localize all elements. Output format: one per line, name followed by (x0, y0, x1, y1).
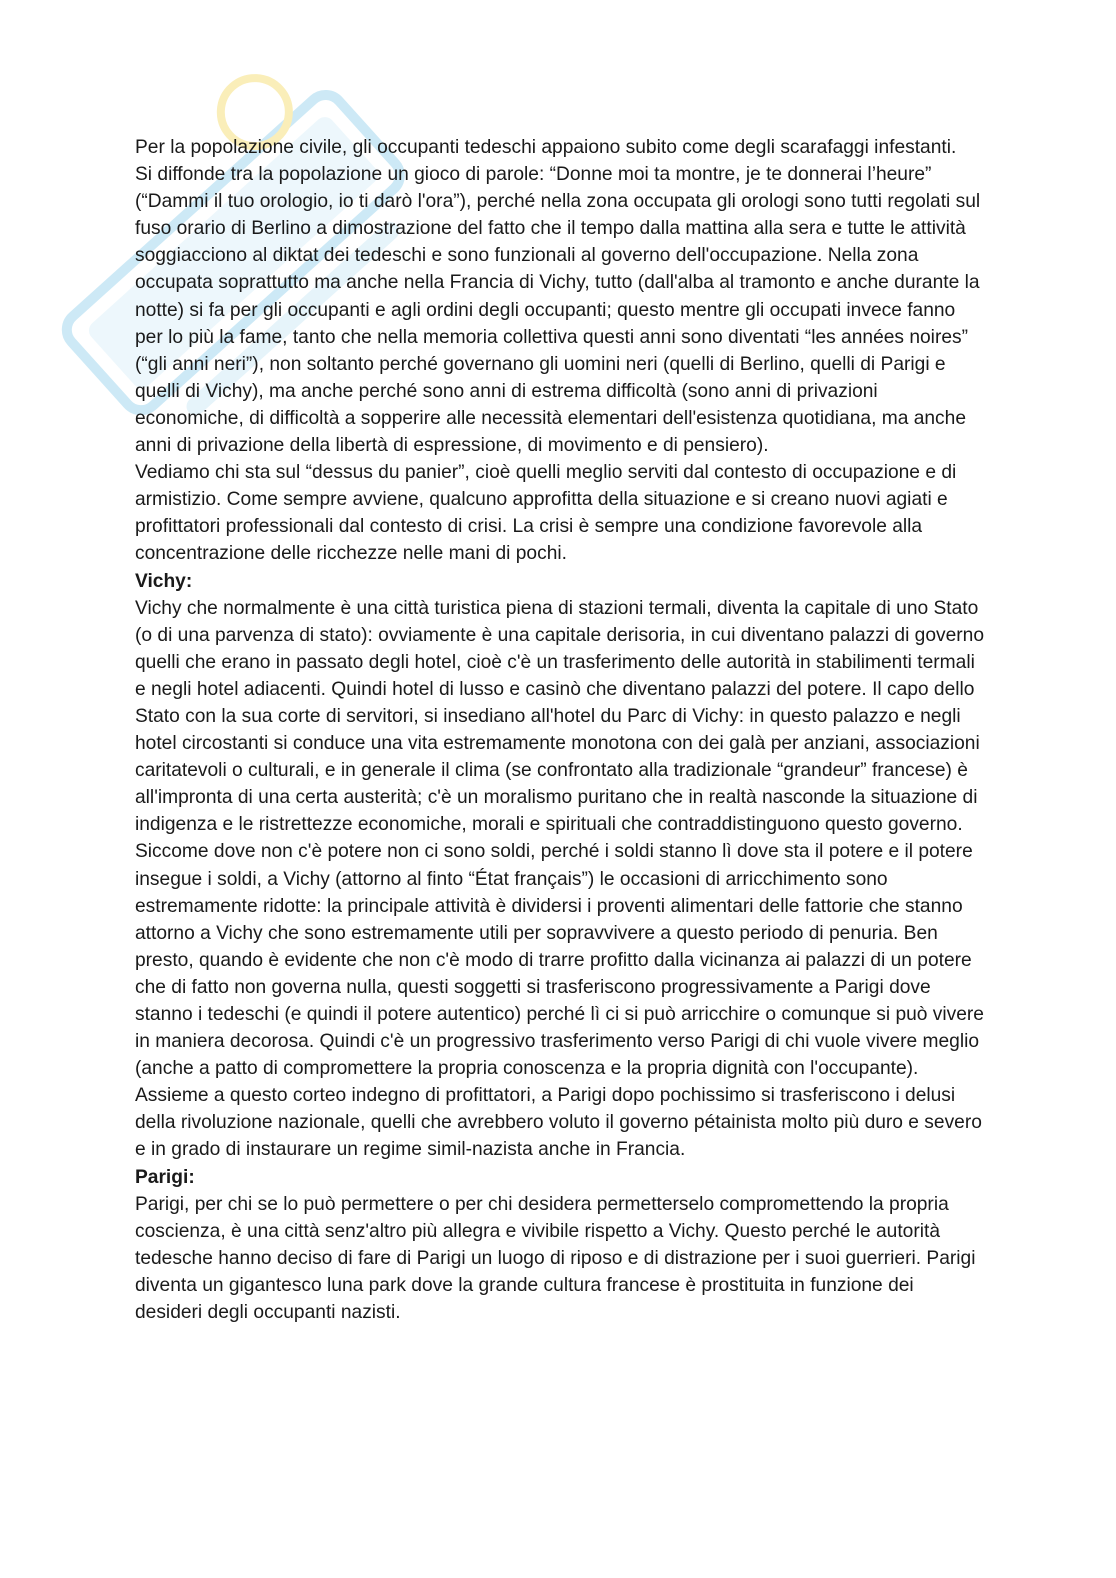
paragraph-parigi: Parigi, per chi se lo può permettere o per chi desidera permetterselo compromettendo la propria coscienza, è una città senz'altro più allegra e vivibile rispetto a Vichy. Questo perché le autorità tedesche hanno deciso di fare di Parigi un luogo di riposo e di distrazione per i suoi guerrieri. Parigi diventa un gigantesco luna park dove la grande cultura francese è prostituita in funzione dei desideri degli occupanti nazisti. (135, 1193, 976, 1324)
paragraph-dessus-du-panier: Vediamo chi sta sul “dessus du panier”, cioè quelli meglio serviti dal contesto di occupazione e di armistizio. Come sempre avviene, qualcuno approfitta della situazione e si creano nuovi agiati e profittatori professionali dal contesto di crisi. La crisi è sempre una condizione favorevole alla concentrazione delle ricchezze nelle mani di pochi. (135, 462, 957, 565)
heading-parigi: Parigi: (135, 1166, 195, 1188)
paragraph-vichy-capitale: Vichy che normalmente è una città turistica piena di stazioni termali, diventa la capitale di uno Stato (o di una parvenza di stato): ovviamente è una capitale derisoria, in cui diventano palazzi di governo quelli che erano in passato degli hotel, cioè c'è un trasferimento delle autorità in stabilimenti termali e negli hotel adiacenti. Quindi hotel di lusso e casinò che diventano palazzi del potere. Il capo dello Stato con la sua corte di servitori, si insediano all'hotel du Parc di Vichy: in questo palazzo e negli hotel circostanti si conduce una vita estremamente monotona con dei galà per anziani, associazioni caritatevoli o culturali, e in generale il clima (se confrontato alla tradizionale “grandeur” francese) è all'impronta di una certa austerità; c'è un moralismo puritano che in realtà nasconde la situazione di indigenza e le ristrettezze economiche, morali e spirituali che contraddistinguono questo governo. (135, 597, 985, 836)
paragraph-occupanti: Per la popolazione civile, gli occupanti tedeschi appaiono subito come degli scarafaggi infestanti. (135, 137, 957, 158)
document-body (135, 134, 985, 1326)
paragraph-gioco-di-parole: Si diffonde tra la popolazione un gioco di parole: “Donne moi ta montre, je te donnerai l’heure” (“Dammi il tuo orologio, io ti darò l'ora”), perché nella zona occupata gli orologi sono tutti regolati sul fuso orario di Berlino a dimostrazione del fatto che il tempo dalla mattina alla sera e tutte le attività soggiacciono al diktat dei tedeschi e sono funzionali al governo dell'occupazione. Nella zona occupata soprattutto ma anche nella Francia di Vichy, tutto (dall'alba al tramonto e anche durante la notte) si fa per gli occupanti e agli ordini degli occupanti; questo mentre gli occupati invece fanno per lo più la fame, tanto che nella memoria collettiva questi anni sono diventati “les années noires” (“gli anni neri”), non soltanto perché governano gli uomini neri (quelli di Berlino, quelli di Parigi e quelli di Vichy), ma anche perché sono anni di estrema difficoltà (sono anni di privazioni economiche, di difficoltà a sopperire alle necessità elementari dell'esistenza quotidiana, ma anche anni di privazione della libertà di espressione, di movimento e di pensiero). (135, 164, 981, 457)
paragraph-vichy-soldi: Siccome dove non c'è potere non ci sono soldi, perché i soldi stanno lì dove sta il potere e il potere insegue i soldi, a Vichy (attorno al finto “État français”) le occasioni di arricchimento sono estremamente ridotte: la principale attività è dividersi i proventi alimentari delle fattorie che stanno attorno a Vichy che sono estremamente utili per sopravvivere a questo periodo di penuria. Ben presto, quando è evidente che non c'è modo di trarre profitto dalla vicinanza ai palazzi di un potere che di fatto non governa nulla, questi soggetti si trasferiscono progressivamente a Parigi dove stanno i tedeschi (e quindi il potere autentico) perché lì ci si può arricchire o comunque si può vivere in maniera decorosa. Quindi c'è un progressivo trasferimento verso Parigi di chi vuole vivere meglio (anche a patto di compromettere la propria conoscenza e la propria dignità con l'occupante). Assieme a questo corteo indegno di profittatori, a Parigi dopo pochissimo si trasferiscono i delusi della rivoluzione nazionale, quelli che avrebbero voluto il governo pétainista molto più duro e severo e in grado di instaurare un regime simil-nazista anche in Francia. (135, 841, 984, 1161)
heading-vichy: Vichy: (135, 570, 193, 592)
